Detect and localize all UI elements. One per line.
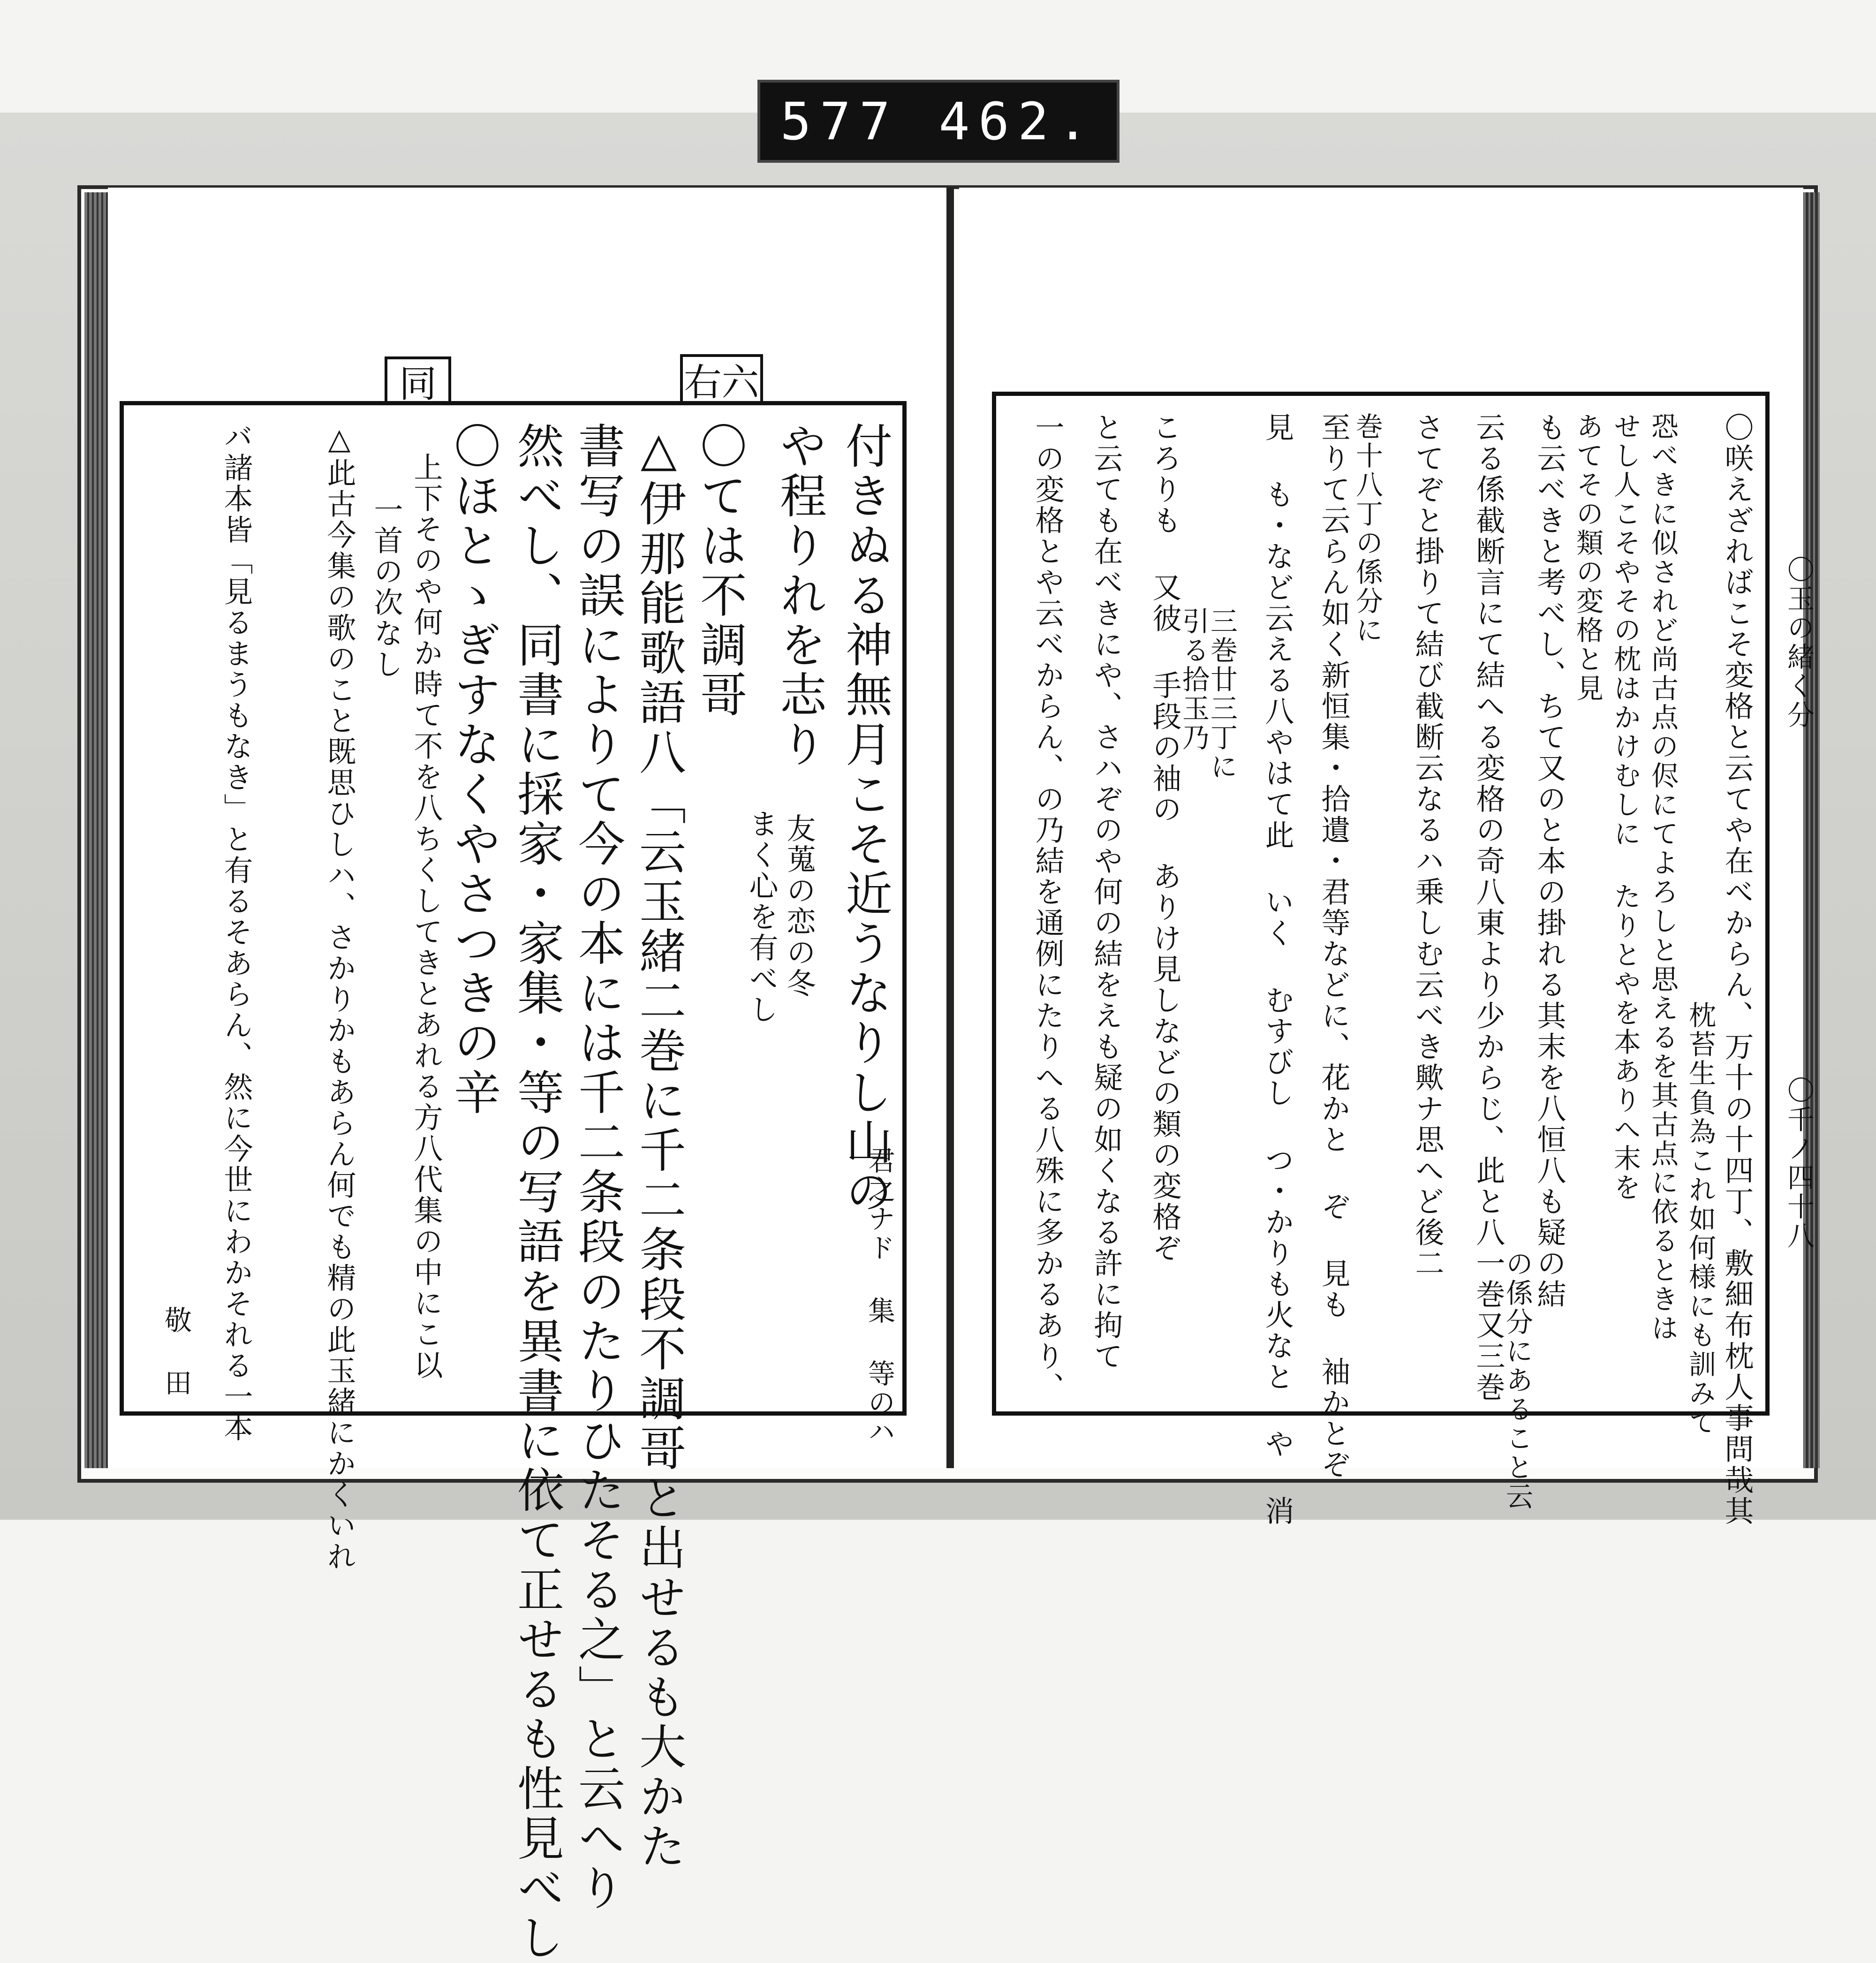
right-column-1: 〇咲えざればこそ変格と云てや在べからん、万十の十四丁、敷細布枕人事問哉其 — [1720, 412, 1754, 1527]
right-column-13: 三巻廿三丁に — [1206, 607, 1238, 781]
right-column-14: 引る拾玉乃 — [1178, 607, 1210, 752]
right-column-11: 至りて云らん如く新恒集・拾遺・君等などに、花かと ぞ 見も 袖かとぞ — [1316, 412, 1351, 1480]
right-column-10: 巻十八丁の係分に — [1351, 412, 1383, 645]
left-note-5: 敬 田 — [160, 1306, 192, 1398]
right-column-8: の係分にあること云 — [1501, 1250, 1533, 1511]
left-note-4: 一首の次なし — [369, 494, 403, 680]
left-note-1: 友蒐の恋の冬 — [782, 813, 816, 999]
right-header-page: 〇千ノ四十八 — [1783, 1076, 1815, 1251]
frame-number-left: 577 — [780, 91, 899, 152]
microfilm-frame-label — [757, 80, 1120, 163]
right-column-12: 見 も・など云える八やはて此 いく むすびし つ・かりも火なと や 消 — [1260, 412, 1294, 1527]
book-spine — [946, 188, 954, 1468]
frame-number-right: 462. — [938, 91, 1097, 152]
left-column-4: △伊那能歌語八「云玉緒二巻に千二条段不調哥と出せるも大かた — [631, 422, 686, 1872]
left-column-9: △此古今集の歌のこと既思ひしハ、さかりかもあらん何でも精の此玉緒にかくいれ — [322, 422, 356, 1572]
left-column-5: 書写の誤によりて今の本には千二条段のたりひたそる之」と云へり — [570, 422, 625, 1913]
left-note-3: 君之ナド 集 等のハ — [863, 1146, 895, 1447]
left-column-8: 上下そのや何か時て不を八ちくしてきとあれる方八代集の中にこ以 — [409, 452, 443, 1381]
left-column-3: 〇ては不調哥 — [692, 422, 747, 720]
right-header-title: 〇玉の緒く分 — [1783, 555, 1815, 730]
right-column-9: さてぞと掛りて結び截断云なるハ乗しむ云べき歟ナ思へど後二 — [1410, 412, 1445, 1279]
left-column-2: や程りれを志り — [772, 422, 827, 770]
right-column-7: 云る係截断言にて結へる変格の奇八東より少からじ、此と八一巻又三巻 — [1471, 412, 1505, 1403]
left-column-10: バ諸本皆「見るまうもなき」と有るそあらん、然に今世にわかそれる一本 — [219, 422, 253, 1443]
left-note-2: まく心を有べし — [744, 809, 779, 1025]
right-column-17: 一の変格とや云べからん、の乃結を通例にたりへる八殊に多かるあり、 — [1030, 412, 1065, 1403]
right-column-4: せし人こそやその枕はかけむしに たりとやを本ありへ末を — [1609, 412, 1641, 1202]
right-text-frame — [992, 392, 1815, 1527]
left-column-6: 然べし、同書に採家・家集・等の写語を異書に依て正せるも性見べし — [509, 422, 564, 1963]
right-column-15: ころりも 又彼 手段の袖の ありけ見しなどの類の変格ぞ — [1148, 412, 1182, 1264]
left-column-1: 付きぬる神無月こそ近うなりし山の — [838, 422, 893, 1217]
left-tab-same: 同 — [385, 356, 451, 404]
left-column-7: 〇ほとゝぎすなくやさつきの辛 — [446, 422, 501, 1118]
left-text-frame — [120, 401, 907, 1963]
right-column-16: と云ても在べきにや、さハぞのや何の結をえも疑の如くなる許に拘て — [1089, 412, 1123, 1372]
right-column-2: 枕苔生負為これ如何様にも訓みて — [1684, 1001, 1716, 1437]
right-column-5: あてその類の変格と見 — [1572, 412, 1604, 703]
left-tab-right-six: 右六 — [680, 354, 763, 404]
right-column-6: も云べきと考べし、ちて又のと本の掛れる其末を八恒八も疑の結 — [1532, 412, 1566, 1310]
right-column-3: 恐べきに似されど尚古点の侭にてよろしと思えるを其古点に依るときは — [1647, 412, 1679, 1343]
